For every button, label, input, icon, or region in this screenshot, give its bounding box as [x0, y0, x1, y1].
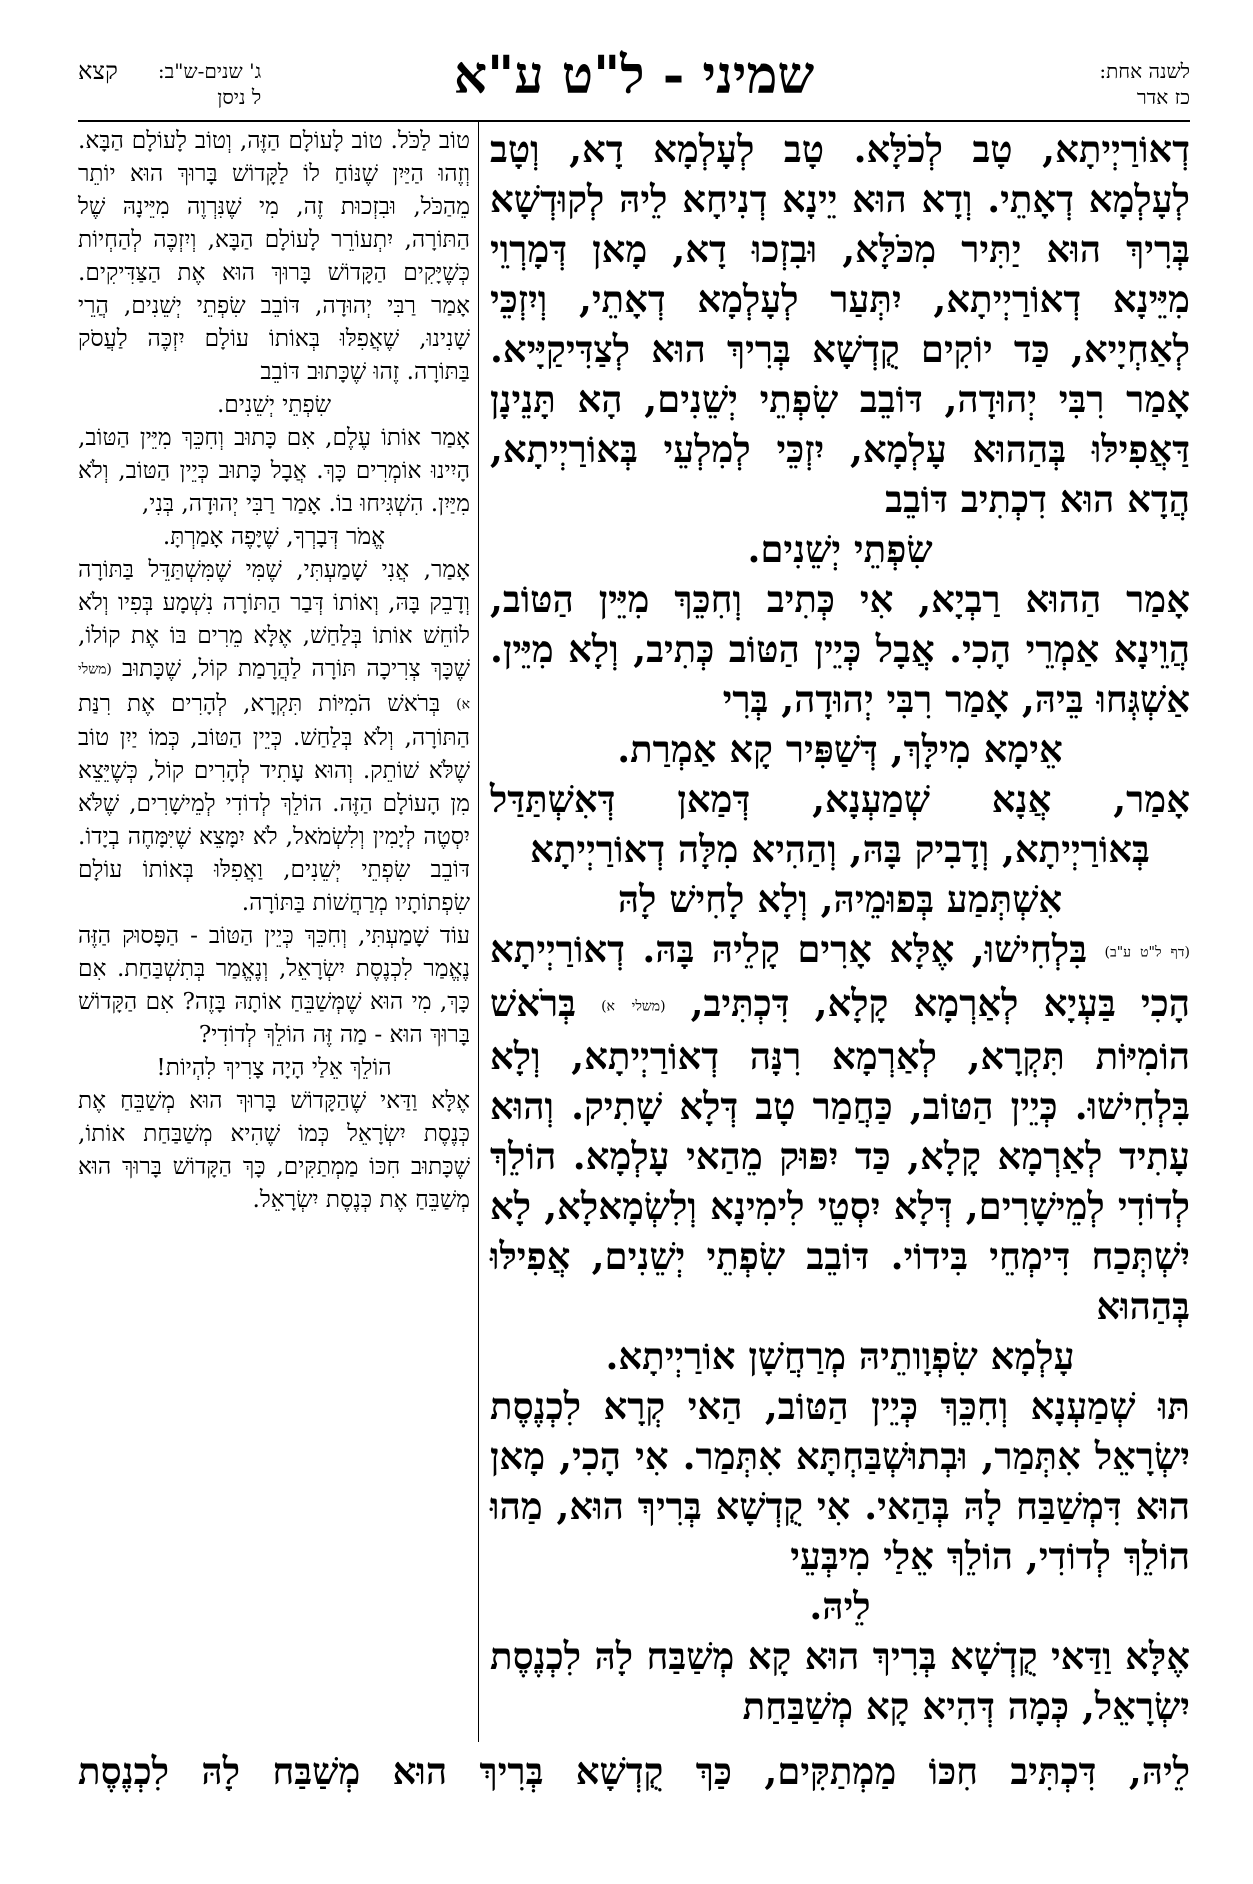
side-paragraph-4-end: הוֹלֵךְ אֵלַי הָיָה צָרִיךְ לִהְיוֹת!	[156, 1054, 392, 1081]
main-paragraph-2: אָמַר הַהוּא רַבְיָא, אִי כְּתִיב וְחִכֵּךְ מִיֵּין הַטּוֹב, הֲוֵינָא אַמְרֵי הָכִי. אֲבָל כְּיֵין הַטּוֹב כְּתִיב, וְלָא מִיֵּין. אַשְׁגְּחוּ בֵּיהּ, אָמַר רִבִּי יְהוּדָה, בְּרִי	[490, 577, 1190, 721]
side-paragraph-2: אָמַר אוֹתוֹ עֶלֶם, אִם כָּתוּב וְחִכֵּךְ מִיֵּין הַטּוֹב, הָיִינוּ אוֹמְרִים כָּךְ. אֲבָל כָּתוּב כְּיֵין הַטּוֹב, וְלֹא מִיַּיִן. הִשְׁגִּיחוּ בוֹ. אָמַר רַבִּי יְהוּדָה, בְּנִי,	[78, 424, 470, 517]
main-paragraph-3-start: אָמַר, אֲנָא שְׁמַעְנָא, דְּמַאן דְּאִשְׁתַּדַּל	[490, 777, 1190, 821]
side-paragraph-4: עוֹד שָׁמַעְתִּי, וְחִכֵּךְ כְּיֵין הַטּוֹב - הַפָּסוּק הַזֶּה נֶאֱמַר לִכְנֶסֶת יִשְׂרָאֵל, וְנֶאֱמַר בְּתִשְׁבַּחַת. אִם כָּךְ, מִי הוּא שֶׁמְּשַׁבֵּחַ אוֹתָהּ בָּזֶה? אִם הַקָּדוֹשׁ בָּרוּךְ הוּא - מַה זֶּה הוֹלֵךְ לְדוֹדִי?	[78, 922, 470, 1048]
translation-column	[78, 124, 470, 1216]
main-paragraph-4: תּוּ שְׁמַעְנָא וְחִכֵּךְ כְּיֵין הַטּוֹב, הַאי קְרָא לִכְנֶסֶת יִשְׂרָאֵל אִתְּמַר, וּבְתוּשְׁבַּחְתָּא אִתְּמַר. אִי הָכִי, מָאן הוּא דִּמְשַׁבַּח לָהּ בְּהַאי. אִי קֻדְשָׁא בְּרִיךְ הוּא, מַהוּ הוֹלֵךְ לְדוֹדִי, הוֹלֵךְ אֵלַי מִיבְּעֵי	[490, 1384, 1190, 1578]
side-paragraph-3	[78, 553, 470, 919]
main-paragraph-1: דְאוֹרַיְיתָא, טָב לְכֹלָּא. טָב לְעָלְמָא דָא, וְטָב לְעָלְמָא דְאָתֵי. וְדָא הוּא יֵינָא דְנִיחָא לֵיהּ לְקוּדְשָׁא בְּרִיךְ הוּא יַתִּיר מִכֹּלָּא, וּבִזְכוּ דָא, מָאן דְּמָרְוֵי מִיֵּינָא דְאוֹרַיְיתָא, יִתְּעַר לְעָלְמָא דְאָתֵי, וְיִזְכֵּי לְאַחְיָיא, כַּד יוֹקִים קֻדְשָׁא בְּרִיךְ הוּא לְצַדִּיקַיָּיא. אָמַר רִבִּי יְהוּדָה, דּוֹבֵב שִׂפְתֵי יְשֵׁנִים, הָא תָּנֵינָן דַּאֲפִילּוּ בְּהַהוּא עָלְמָא, יִזְכֵּי לְמִלְעֵי בְּאוֹרַיְיתָא, הֲדָא הוּא דִכְתִיב דּוֹבֵב	[490, 127, 1190, 521]
main-paragraph-3-c: בִּלְחִישׁוּ, אֶלָּא אָרִים קָלֵיהּ בָּהּ. דְאוֹרַיְיתָא הָכִי בַּעְיָא לְאַרְמָא קָלָא, דִּכְתִּיב,	[490, 927, 1190, 1025]
header-left-info	[78, 58, 261, 110]
side-verse-reference: (משלי א)	[78, 661, 470, 712]
main-paragraph-3-d: בְּרֹאשׁ הוֹמִיּוֹת תִּקְרָא, לְאַרְמָא רִנָּה דְאוֹרַיְיתָא, וְלָא בִּלְחִישׁוּ. כְּיֵין הַטּוֹב, כַּחֲמַר טָב דְּלָא שָׁתִיק. וְהוּא עָתִיד לְאַרְמָא קָלָא, כַּד יִפּוּק מֵהַאי עָלְמָא. הוֹלֵךְ לְדוֹדִי לְמֵישָׁרִים, דְּלָא יִסְטֵי לִימִינָא וְלִשְׂמָאלָא, לָא יִשְׁתְּכַח דִּימְחֵי בִּידוֹי. דּוֹבֵב שִׂפְתֵי יְשֵׁנִים, אֲפִילּוּ בְּהַהוּא	[490, 980, 1190, 1328]
main-paragraph-4-end: לֵיהּ.	[809, 1584, 871, 1628]
main-paragraph-3-end: עָלְמָא שִׂפְוָותֵיהּ מְרַחֲשָׁן אוֹרַיְיתָא.	[605, 1334, 1075, 1378]
one-year-schedule-label: לשנה אחת:	[1099, 59, 1190, 83]
bottom-full-line: לֵיהּ, דִּכְתִּיב חִכּוֹ מַמְתַקִּים, כַּךְ קֻדְשָׁא בְּרִיךְ הוּא מְשַׁבַּח לָהּ לִכְנֶסֶת	[78, 1749, 1190, 1793]
main-paragraph-3-line2-text: בְּאוֹרַיְיתָא, וְדָבִיק בָּהּ, וְהַהִיא מִלָּה דְאוֹרַיְיתָא אִשְׁתְּמַע בְּפוּמֵיהּ, וְלָא לָחִישׁ לָהּ	[530, 827, 1150, 921]
main-paragraph-5: אֶלָּא וַדַּאי קֻדְשָׁא בְּרִיךְ הוּא קָא מְשַׁבַּח לָהּ לִכְנֶסֶת יִשְׂרָאֵל, כְּמָה דְּהִיא קָא מְשַׁבַּחַת	[490, 1634, 1190, 1728]
side-paragraph-1: טוֹב לַכֹּל. טוֹב לָעוֹלָם הַזֶּה, וְטוֹב לָעוֹלָם הַבָּא. וְזֶהוּ הַיַּיִן שֶׁנּוֹחַ לוֹ לַקָּדוֹשׁ בָּרוּךְ הוּא יוֹתֵר מֵהַכֹּל, וּבִזְכוּת זֶה, מִי שֶׁנִּרְוֶה מִיֵּינָהּ שֶׁל הַתּוֹרָה, יִתְעוֹרֵר לָעוֹלָם הַבָּא, וְיִזְכֶּה לְהַחְיוֹת כְּשֶׁיָּקִים הַקָּדוֹשׁ בָּרוּךְ הוּא אֶת הַצַּדִּיקִים. אָמַר רַבִּי יְהוּדָה, דּוֹבֵב שִׂפְתֵי יְשֵׁנִים, הֲרֵי שָׁנִינוּ, שֶׁאֲפִלּוּ בְּאוֹתוֹ עוֹלָם יִזְכֶּה לַעֲסֹק בַּתּוֹרָה. זֶהוּ שֶׁכָּתוּב דּוֹבֵב	[78, 127, 470, 385]
main-paragraph-2-end: אֵימָא מִילָּךְ, דְּשַׁפִּיר קָא אַמְרַת.	[617, 727, 1063, 771]
main-paragraph-1-end: שִׂפְתֵי יְשֵׁנִים.	[747, 527, 933, 571]
header-divider	[78, 120, 1190, 122]
side-paragraph-5: אֶלָּא וַדַּאי שֶׁהַקָּדוֹשׁ בָּרוּךְ הוּא מְשַׁבֵּחַ אֶת כְּנֶסֶת יִשְׂרָאֵל כְּמוֹ שֶׁהִיא מְשַׁבַּחַת אוֹתוֹ, שֶׁכָּתוּב חִכּוֹ מַמְתַקִּים, כָּךְ הַקָּדוֹשׁ בָּרוּךְ הוּא מְשַׁבֵּחַ אֶת כְּנֶסֶת יִשְׂרָאֵל.	[78, 1087, 470, 1213]
side-paragraph-2-end: אֱמֹר דְּבָרְךָ, שֶׁיָּפֶה אָמַרְתָּ.	[162, 523, 386, 550]
main-text-column	[490, 124, 1190, 1731]
three-year-date: ל ניסן	[217, 85, 262, 109]
page-header	[78, 34, 1190, 120]
page-reference: (דף ל"ט ע"ב)	[1104, 944, 1190, 961]
page-title: שמיני - ל"ט ע"א	[453, 45, 815, 106]
three-year-schedule-label: ג' שנים-ש"ב:	[157, 59, 262, 83]
side-paragraph-1-end: שִׂפְתֵי יְשֵׁנִים.	[216, 391, 332, 418]
one-year-date: כז אדר	[1136, 85, 1190, 109]
verse-reference: (משלי א)	[601, 998, 666, 1014]
main-paragraph-3-line2	[490, 824, 1190, 924]
page-number: קצא	[78, 57, 118, 85]
side-paragraph-3-b: בְּרֹאשׁ הֹמִיּוֹת תִּקְרָא, לְהָרִים אֶת רִנַּת הַתּוֹרָה, וְלֹא בְּלַחַשׁ. כְּיֵין הַטּוֹב, כְּמוֹ יַיִן טוֹב שֶׁלֹּא שׁוֹתֵק. וְהוּא עָתִיד לְהָרִים קוֹל, כְּשֶׁיֵּצֵא מִן הָעוֹלָם הַזֶּה. הוֹלֵךְ לְדוֹדִי לְמֵישָׁרִים, שֶׁלֹּא יִסְטֶה לְיָמִין וְלִשְׂמֹאל, לֹא יִמָּצֵא שֶׁיִּמָּחֶה בְיָדוֹ. דּוֹבֵב שִׂפְתֵי יְשֵׁנִים, וַאֲפִלּוּ בְּאוֹתוֹ עוֹלָם שִׂפְתוֹתָיו מְרַחֲשׁוֹת בַּתּוֹרָה.	[78, 689, 470, 916]
side-paragraph-3-a: אָמַר, אֲנִי שָׁמַעְתִּי, שֶׁמִּי שֶׁמִּשְׁתַּדֵּל בַּתּוֹרָה וְדָבֵק בָּהּ, וְאוֹתוֹ דְּבַר הַתּוֹרָה נִשְׁמָע בְּפִיו וְלֹא לוֹחֵשׁ אוֹתוֹ בְּלַחַשׁ, אֶלָּא מֵרִים בּוֹ אֶת קוֹלוֹ, שֶׁכָּךְ צְרִיכָה תּוֹרָה לַהֲרָמַת קוֹל, שֶׁכָּתוּב	[78, 556, 470, 682]
main-paragraph-3-body	[490, 924, 1190, 1331]
column-divider	[478, 122, 479, 1742]
